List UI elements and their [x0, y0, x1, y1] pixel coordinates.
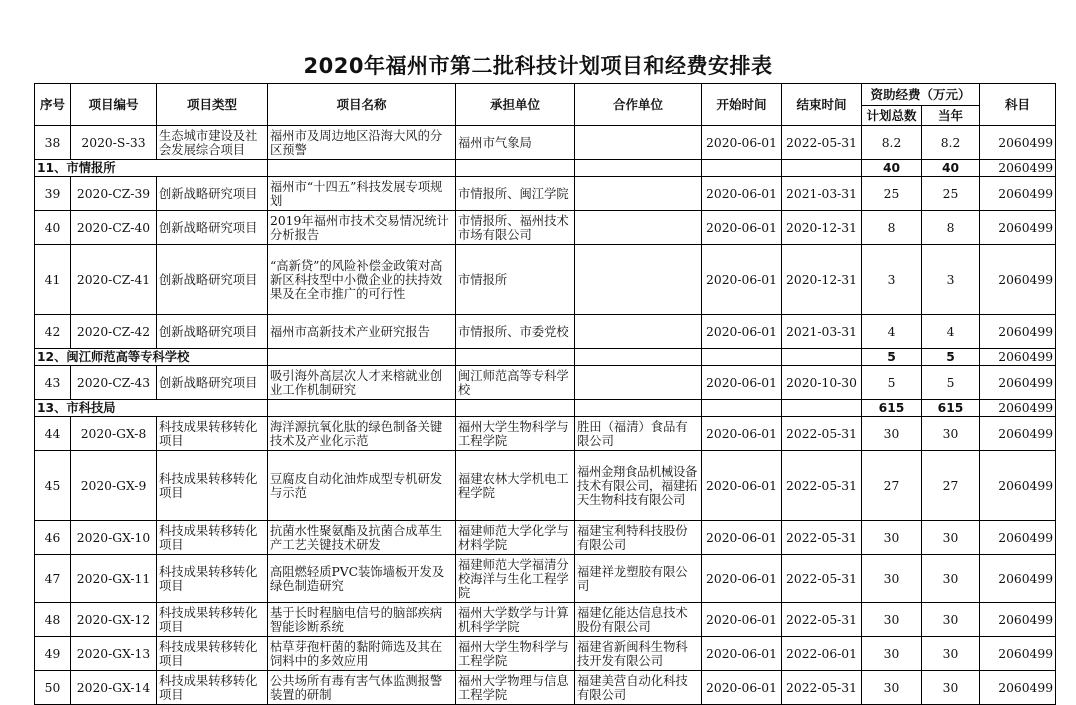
cell-type: 科技成果转移转化项目 — [157, 637, 268, 671]
header-code: 项目编号 — [71, 84, 157, 126]
cell-seq: 38 — [35, 126, 71, 160]
cell-end: 2020-12-31 — [782, 211, 862, 245]
cell-year: 30 — [922, 555, 980, 603]
table-row — [35, 603, 1056, 637]
group-year: 615 — [922, 400, 980, 417]
header-name: 项目名称 — [268, 84, 456, 126]
cell-subject: 2060499 — [980, 451, 1056, 521]
cell-unit: 福州市气象局 — [456, 126, 575, 160]
cell-start: 2020-06-01 — [702, 315, 782, 349]
group-year: 40 — [922, 160, 980, 177]
cell-year: 4 — [922, 315, 980, 349]
cell-code: 2020-GX-13 — [71, 637, 157, 671]
cell-subject: 2060499 — [980, 126, 1056, 160]
cell-type: 科技成果转移转化项目 — [157, 671, 268, 705]
cell-end: 2022-05-31 — [782, 126, 862, 160]
cell-start: 2020-06-01 — [702, 211, 782, 245]
header-plan-total: 计划总数 — [862, 106, 922, 126]
cell-seq: 45 — [35, 451, 71, 521]
cell-partner: 福建省新闽科生物科技开发有限公司 — [575, 637, 702, 671]
header-type: 项目类型 — [157, 84, 268, 126]
cell-end: 2021-03-31 — [782, 177, 862, 211]
table-row — [35, 451, 1056, 521]
cell-year: 30 — [922, 671, 980, 705]
cell-start: 2020-06-01 — [702, 603, 782, 637]
cell-year: 30 — [922, 521, 980, 555]
cell-type: 创新战略研究项目 — [157, 315, 268, 349]
cell-end: 2022-05-31 — [782, 671, 862, 705]
cell-year: 25 — [922, 177, 980, 211]
cell-partner: 福建亿能达信息技术股份有限公司 — [575, 603, 702, 637]
cell-start: 2020-06-01 — [702, 555, 782, 603]
cell-total: 30 — [862, 603, 922, 637]
cell-partner: 胜田（福清）食品有限公司 — [575, 417, 702, 451]
header-partner: 合作单位 — [575, 84, 702, 126]
cell-start: 2020-06-01 — [702, 245, 782, 315]
cell-type: 创新战略研究项目 — [157, 366, 268, 400]
cell-partner — [575, 366, 702, 400]
cell-partner — [575, 211, 702, 245]
cell-unit: 市情报所 — [456, 245, 575, 315]
cell-seq: 42 — [35, 315, 71, 349]
group-row — [35, 349, 1056, 366]
group-total: 40 — [862, 160, 922, 177]
cell-total: 30 — [862, 521, 922, 555]
funding-table — [34, 83, 1056, 705]
cell-partner: 福建美营自动化科技有限公司 — [575, 671, 702, 705]
cell-name: 福州市“十四五”科技发展专项规划 — [268, 177, 456, 211]
cell-end: 2022-05-31 — [782, 603, 862, 637]
cell-name: 公共场所有毒有害气体监测报警装置的研制 — [268, 671, 456, 705]
group-name: 13、市科技局 — [35, 400, 268, 417]
cell-type: 科技成果转移转化项目 — [157, 521, 268, 555]
table-row — [35, 126, 1056, 160]
cell-total: 30 — [862, 555, 922, 603]
cell-end: 2020-12-31 — [782, 245, 862, 315]
table-row — [35, 521, 1056, 555]
cell-type: 科技成果转移转化项目 — [157, 417, 268, 451]
cell-subject: 2060499 — [980, 177, 1056, 211]
cell-year: 5 — [922, 366, 980, 400]
cell-type: 创新战略研究项目 — [157, 211, 268, 245]
cell-start: 2020-06-01 — [702, 177, 782, 211]
cell-start: 2020-06-01 — [702, 637, 782, 671]
cell-total: 8 — [862, 211, 922, 245]
cell-subject: 2060499 — [980, 603, 1056, 637]
cell-unit: 福建师范大学化学与材料学院 — [456, 521, 575, 555]
cell-year: 30 — [922, 637, 980, 671]
group-subject: 2060499 — [980, 400, 1056, 417]
cell-total: 5 — [862, 366, 922, 400]
cell-total: 30 — [862, 417, 922, 451]
cell-unit: 市情报所、闽江学院 — [456, 177, 575, 211]
table-row — [35, 177, 1056, 211]
table-row — [35, 366, 1056, 400]
cell-year: 30 — [922, 603, 980, 637]
cell-name: 豆腐皮自动化油炸成型专机研发与示范 — [268, 451, 456, 521]
table-row — [35, 417, 1056, 451]
cell-subject: 2060499 — [980, 245, 1056, 315]
cell-start: 2020-06-01 — [702, 366, 782, 400]
header-unit: 承担单位 — [456, 84, 575, 126]
cell-type: 创新战略研究项目 — [157, 177, 268, 211]
cell-year: 30 — [922, 417, 980, 451]
cell-name: 基于长时程脑电信号的脑部疾病智能诊断系统 — [268, 603, 456, 637]
cell-unit: 福建师范大学福清分校海洋与生化工程学院 — [456, 555, 575, 603]
header-row — [35, 84, 1056, 106]
cell-total: 8.2 — [862, 126, 922, 160]
cell-name: 福州市高新技术产业研究报告 — [268, 315, 456, 349]
cell-year: 8 — [922, 211, 980, 245]
table-row — [35, 671, 1056, 705]
cell-year: 3 — [922, 245, 980, 315]
cell-code: 2020-GX-8 — [71, 417, 157, 451]
cell-type: 科技成果转移转化项目 — [157, 451, 268, 521]
header-funding: 资助经费（万元） — [862, 84, 980, 106]
cell-type: 创新战略研究项目 — [157, 245, 268, 315]
cell-unit: 福州大学物理与信息工程学院 — [456, 671, 575, 705]
cell-seq: 47 — [35, 555, 71, 603]
cell-name: “高新贷”的风险补偿金政策对高新区科技型中小微企业的扶持效果及在全市推广的可行性 — [268, 245, 456, 315]
cell-total: 27 — [862, 451, 922, 521]
table-row — [35, 315, 1056, 349]
cell-end: 2020-10-30 — [782, 366, 862, 400]
cell-partner — [575, 315, 702, 349]
cell-year: 27 — [922, 451, 980, 521]
cell-end: 2022-05-31 — [782, 417, 862, 451]
cell-partner — [575, 245, 702, 315]
header-end: 结束时间 — [782, 84, 862, 126]
cell-code: 2020-CZ-41 — [71, 245, 157, 315]
cell-subject: 2060499 — [980, 555, 1056, 603]
table-row — [35, 245, 1056, 315]
cell-name: 吸引海外高层次人才来榕就业创业工作机制研究 — [268, 366, 456, 400]
group-name: 11、市情报所 — [35, 160, 268, 177]
header-start: 开始时间 — [702, 84, 782, 126]
cell-seq: 46 — [35, 521, 71, 555]
header-seq: 序号 — [35, 84, 71, 126]
cell-end: 2022-05-31 — [782, 555, 862, 603]
cell-seq: 41 — [35, 245, 71, 315]
group-row — [35, 160, 1056, 177]
cell-unit: 市情报所、市委党校 — [456, 315, 575, 349]
cell-total: 4 — [862, 315, 922, 349]
cell-subject: 2060499 — [980, 671, 1056, 705]
group-subject: 2060499 — [980, 160, 1056, 177]
cell-start: 2020-06-01 — [702, 417, 782, 451]
cell-partner: 福州金翔食品机械设备技术有限公司，福建拓天生物科技有限公司 — [575, 451, 702, 521]
cell-type: 科技成果转移转化项目 — [157, 555, 268, 603]
cell-unit: 福建农林大学机电工程学院 — [456, 451, 575, 521]
cell-total: 30 — [862, 671, 922, 705]
cell-code: 2020-CZ-42 — [71, 315, 157, 349]
group-row — [35, 400, 1056, 417]
cell-seq: 40 — [35, 211, 71, 245]
cell-type: 生态城市建设及社会发展综合项目 — [157, 126, 268, 160]
group-year: 5 — [922, 349, 980, 366]
group-total: 5 — [862, 349, 922, 366]
cell-type: 科技成果转移转化项目 — [157, 603, 268, 637]
cell-end: 2022-05-31 — [782, 451, 862, 521]
cell-total: 3 — [862, 245, 922, 315]
header-current-year: 当年 — [922, 106, 980, 126]
cell-subject: 2060499 — [980, 211, 1056, 245]
cell-end: 2022-05-31 — [782, 521, 862, 555]
cell-subject: 2060499 — [980, 637, 1056, 671]
cell-total: 30 — [862, 637, 922, 671]
cell-seq: 44 — [35, 417, 71, 451]
cell-partner: 福建宝利特科技股份有限公司 — [575, 521, 702, 555]
group-subject: 2060499 — [980, 349, 1056, 366]
cell-name: 2019年福州市技术交易情况统计分析报告 — [268, 211, 456, 245]
cell-unit: 市情报所、福州技术市场有限公司 — [456, 211, 575, 245]
cell-start: 2020-06-01 — [702, 126, 782, 160]
cell-end: 2022-06-01 — [782, 637, 862, 671]
cell-code: 2020-GX-14 — [71, 671, 157, 705]
table-row — [35, 555, 1056, 603]
group-name: 12、闽江师范高等专科学校 — [35, 349, 268, 366]
group-total: 615 — [862, 400, 922, 417]
cell-code: 2020-GX-10 — [71, 521, 157, 555]
cell-name: 福州市及周边地区沿海大风的分区预警 — [268, 126, 456, 160]
cell-subject: 2060499 — [980, 521, 1056, 555]
header-subject: 科目 — [980, 84, 1056, 126]
cell-subject: 2060499 — [980, 366, 1056, 400]
cell-year: 8.2 — [922, 126, 980, 160]
cell-name: 海洋源抗氧化肽的绿色制备关键技术及产业化示范 — [268, 417, 456, 451]
cell-end: 2021-03-31 — [782, 315, 862, 349]
cell-name: 高阻燃轻质PVC装饰墙板开发及绿色制造研究 — [268, 555, 456, 603]
table-row — [35, 637, 1056, 671]
cell-seq: 39 — [35, 177, 71, 211]
cell-start: 2020-06-01 — [702, 451, 782, 521]
cell-total: 25 — [862, 177, 922, 211]
cell-unit: 福州大学生物科学与工程学院 — [456, 417, 575, 451]
cell-name: 枯草芽孢杆菌的黏附筛选及其在饲料中的多效应用 — [268, 637, 456, 671]
cell-subject: 2060499 — [980, 315, 1056, 349]
table-row — [35, 211, 1056, 245]
cell-name: 抗菌水性聚氨酯及抗菌合成革生产工艺关键技术研发 — [268, 521, 456, 555]
cell-start: 2020-06-01 — [702, 671, 782, 705]
cell-partner — [575, 177, 702, 211]
cell-partner: 福建祥龙塑胶有限公司 — [575, 555, 702, 603]
cell-unit: 福州大学数学与计算机科学学院 — [456, 603, 575, 637]
cell-seq: 43 — [35, 366, 71, 400]
cell-code: 2020-CZ-40 — [71, 211, 157, 245]
cell-partner — [575, 126, 702, 160]
cell-code: 2020-CZ-39 — [71, 177, 157, 211]
cell-seq: 48 — [35, 603, 71, 637]
cell-seq: 50 — [35, 671, 71, 705]
cell-code: 2020-GX-11 — [71, 555, 157, 603]
cell-subject: 2060499 — [980, 417, 1056, 451]
cell-unit: 闽江师范高等专科学校 — [456, 366, 575, 400]
cell-code: 2020-GX-9 — [71, 451, 157, 521]
cell-code: 2020-S-33 — [71, 126, 157, 160]
cell-unit: 福州大学生物科学与工程学院 — [456, 637, 575, 671]
cell-start: 2020-06-01 — [702, 521, 782, 555]
page-title: 2020年福州市第二批科技计划项目和经费安排表 — [303, 54, 773, 78]
cell-code: 2020-GX-12 — [71, 603, 157, 637]
cell-code: 2020-CZ-43 — [71, 366, 157, 400]
cell-seq: 49 — [35, 637, 71, 671]
